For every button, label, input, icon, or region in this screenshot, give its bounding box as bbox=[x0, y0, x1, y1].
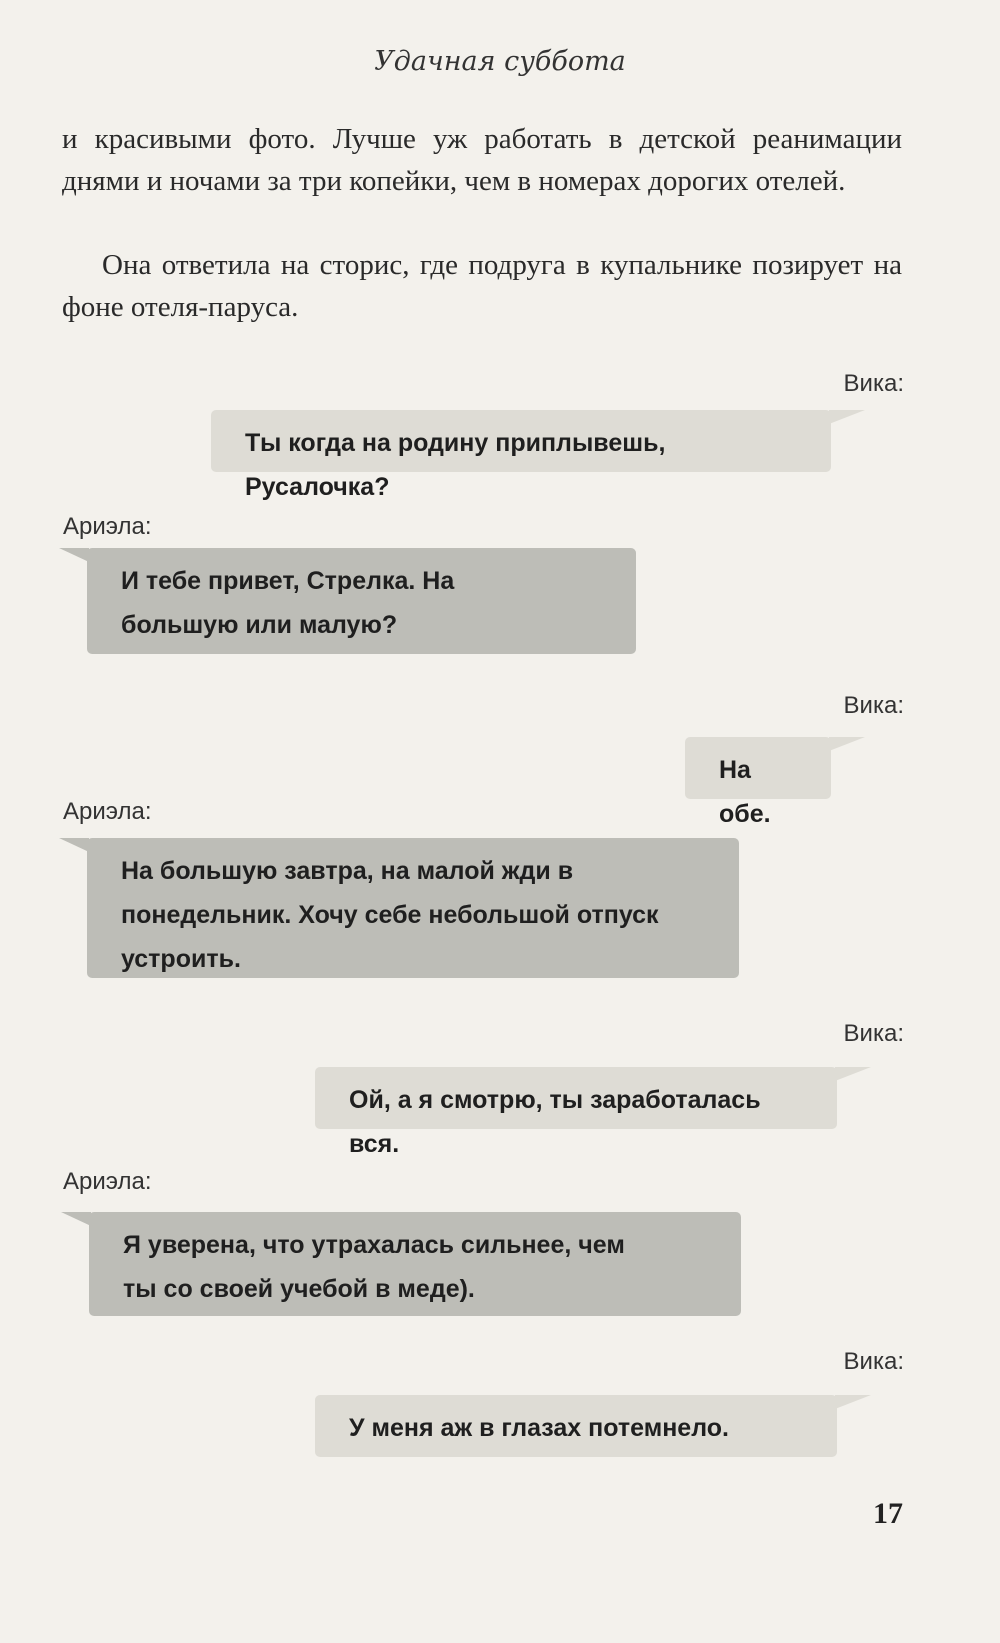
speaker-label-ariela: Ариэла: bbox=[63, 513, 152, 540]
chat-bubble-incoming bbox=[87, 838, 739, 978]
message-text: И тебе привет, Стрелка. На большую или малую? bbox=[121, 567, 455, 639]
chat-bubble-outgoing bbox=[211, 410, 831, 501]
paragraph-1: и красивыми фото. Лучше уж работать в детской реанимации днями и ночами за три копейки, чем в номерах дорогих отелей. bbox=[62, 123, 902, 197]
message-text: У меня аж в глазах потемнело. bbox=[349, 1414, 729, 1442]
speaker-label-vika: Вика: bbox=[843, 692, 904, 719]
message-text: Ты когда на родину приплывешь, Русалочка? bbox=[245, 429, 666, 501]
chat-bubble-incoming bbox=[87, 548, 636, 654]
message-text: Ой, а я смотрю, ты заработалась вся. bbox=[349, 1086, 761, 1158]
message-text: На обе. bbox=[719, 756, 771, 828]
page-number: 17 bbox=[873, 1497, 903, 1530]
paragraph-2: Она ответила на сторис, где подруга в купальнике позирует на фоне отеля-паруса. bbox=[62, 249, 902, 323]
chat-bubble-outgoing bbox=[315, 1067, 837, 1158]
message-text: Я уверена, что утрахалась сильнее, чем ты со своей учебой в меде). bbox=[123, 1231, 625, 1303]
speaker-label-vika: Вика: bbox=[843, 1348, 904, 1375]
chat-bubble-incoming bbox=[89, 1212, 741, 1316]
running-head: Удачная суббота bbox=[374, 46, 626, 77]
speaker-label-vika: Вика: bbox=[843, 1020, 904, 1047]
chat-bubble-outgoing bbox=[315, 1395, 837, 1457]
speaker-label-vika: Вика: bbox=[843, 370, 904, 397]
message-text: На большую завтра, на малой жди в понедельник. Хочу себе небольшой отпуск устроить. bbox=[121, 857, 659, 973]
speaker-label-ariela: Ариэла: bbox=[63, 1168, 152, 1195]
speaker-label-ariela: Ариэла: bbox=[63, 798, 152, 825]
chat-bubble-outgoing bbox=[685, 737, 831, 828]
